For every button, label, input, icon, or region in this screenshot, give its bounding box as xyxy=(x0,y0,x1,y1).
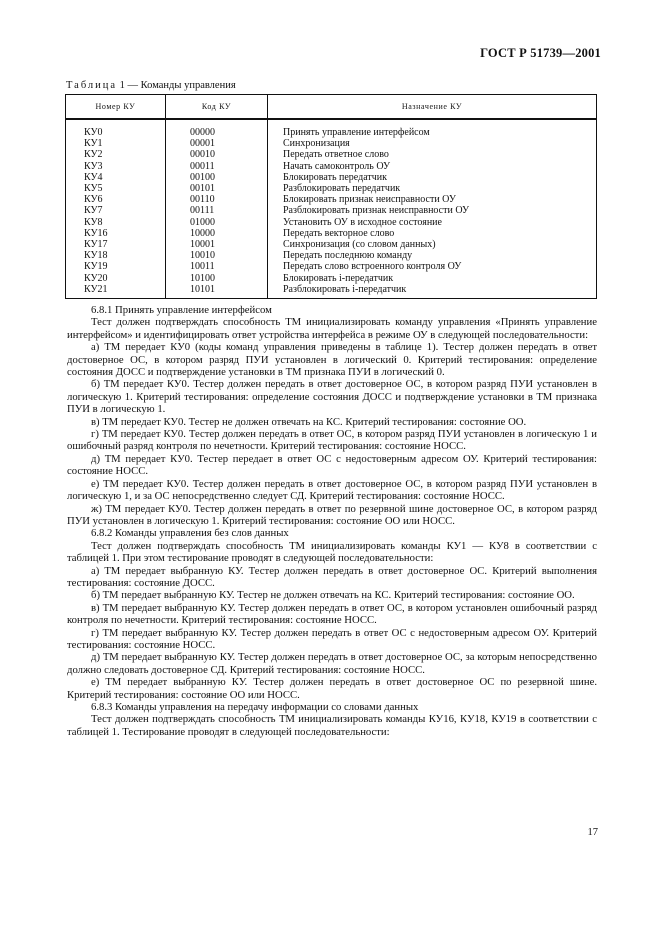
command-purpose-cell: Разблокировать передатчик xyxy=(268,183,597,194)
paragraph: 6.8.1 Принять управление интерфейсом xyxy=(91,304,272,316)
column-header: Назначение КУ xyxy=(268,95,597,120)
command-purpose-cell: Принять управление интерфейсом xyxy=(268,119,597,138)
table-caption xyxy=(66,80,236,91)
table-row xyxy=(66,228,597,239)
table-row xyxy=(66,261,597,272)
command-purpose-cell: Передать слово встроенного контроля ОУ xyxy=(268,261,597,272)
command-purpose-cell: Разблокировать признак неисправности ОУ xyxy=(268,205,597,216)
command-purpose-cell: Передать последнюю команду xyxy=(268,250,597,261)
paragraph: б) ТМ передает КУ0. Тестер должен передать в ответ достоверное ОС, в котором разряд ПУИ установлен в логическую 1. Критерий тестирования: определение состояния ДОСС и подтверждение установки в ТМ признака ПУИ в логическую 1. xyxy=(67,378,597,416)
command-code-cell: 10101 xyxy=(166,284,268,299)
command-purpose-cell: Синхронизация xyxy=(268,138,597,149)
paragraph: г) ТМ передает КУ0. Тестер должен передать в ответ ОС, в котором разряд ПУИ установлен в логическую 1 и ошибочный разряд контроля по нечетности. Критерий тестирования: состояние НОСС. xyxy=(67,428,597,453)
command-code-cell: 10010 xyxy=(166,250,268,261)
table-row xyxy=(66,239,597,250)
command-number-cell: КУ1 xyxy=(66,138,166,149)
paragraph: а) ТМ передает выбранную КУ. Тестер должен передать в ответ достоверное ОС. Критерий выполнения тестирования: состояние ДОСС. xyxy=(67,564,597,589)
command-code-cell: 10100 xyxy=(166,273,268,284)
command-code-cell: 00001 xyxy=(166,138,268,149)
command-code-cell: 10011 xyxy=(166,261,268,272)
paragraph: е) ТМ передает КУ0. Тестер должен передать в ответ достоверное ОС, в котором разряд ПУИ установлен в логическую 1, и за ОС непосредственно следует СД. Критерий тестирования: состояние НОСС. xyxy=(67,477,597,503)
command-purpose-cell: Начать самоконтроль ОУ xyxy=(268,161,597,172)
command-code-cell: 00101 xyxy=(166,183,268,194)
command-purpose-cell: Блокировать передатчик xyxy=(268,172,597,183)
command-code-cell: 00110 xyxy=(166,194,268,205)
command-code-cell: 10001 xyxy=(166,239,268,250)
paragraph: б) ТМ передает выбранную КУ. Тестер не должен отвечать на КС. Критерий тестирования: состояние ОО. xyxy=(91,589,575,602)
command-number-cell: КУ17 xyxy=(66,239,166,250)
command-number-cell: КУ16 xyxy=(66,228,166,239)
command-code-cell: 01000 xyxy=(166,217,268,228)
table-row xyxy=(66,161,597,172)
table-row xyxy=(66,205,597,216)
command-purpose-cell: Синхронизация (со словом данных) xyxy=(268,239,597,250)
paragraph: 6.8.2 Команды управления без слов данных xyxy=(91,527,289,540)
paragraph: Тест должен подтверждать способность ТМ инициализировать команду управления «Принять управление интерфейсом» и идентифицировать ответ устройства интерфейса в режиме ОУ в следующей последовательности: xyxy=(67,316,597,341)
command-code-cell: 00011 xyxy=(166,161,268,172)
command-number-cell: КУ21 xyxy=(66,284,166,299)
table-row xyxy=(66,273,597,284)
paragraph: Тест должен подтверждать способность ТМ инициализировать команды КУ1 — КУ8 в соответствии с таблицей 1. При этом тестирование проводят в следующей последовательности: xyxy=(67,539,597,565)
column-header: Код КУ xyxy=(166,95,268,120)
command-number-cell: КУ7 xyxy=(66,205,166,216)
command-number-cell: КУ3 xyxy=(66,161,166,172)
command-purpose-cell: Блокировать признак неисправности ОУ xyxy=(268,194,597,205)
table-row xyxy=(66,284,597,299)
command-code-cell: 00000 xyxy=(166,119,268,138)
command-purpose-cell: Передать векторное слово xyxy=(268,228,597,239)
paragraph: г) ТМ передает выбранную КУ. Тестер должен передать в ответ ОС с недостоверным адресом ОУ. Критерий тестирования: состояние НОСС. xyxy=(67,626,597,651)
table-header-row xyxy=(66,95,597,120)
command-code-cell: 10000 xyxy=(166,228,268,239)
table-row xyxy=(66,138,597,149)
command-purpose-cell: Передать ответное слово xyxy=(268,149,597,160)
paragraph: в) ТМ передает КУ0. Тестер не должен отвечать на КС. Критерий тестирования: состояние ОО. xyxy=(91,415,527,428)
document-body xyxy=(67,304,597,738)
paragraph: д) ТМ передает КУ0. Тестер передает в ответ ОС с недостоверным адресом ОУ. Критерий тестирования: состояние НОСС. xyxy=(67,452,597,478)
command-code-cell: 00010 xyxy=(166,149,268,160)
document-header: ГОСТ Р 51739—2001 xyxy=(480,46,601,60)
command-number-cell: КУ8 xyxy=(66,217,166,228)
command-number-cell: КУ19 xyxy=(66,261,166,272)
command-number-cell: КУ6 xyxy=(66,194,166,205)
column-header: Номер КУ xyxy=(66,95,166,120)
paragraph: д) ТМ передает выбранную КУ. Тестер должен передать в ответ достоверное ОС, за которым непосредственно должно следовать достоверное СД. Критерий тестирования: состояние НОСС. xyxy=(67,651,597,676)
table-row xyxy=(66,149,597,160)
paragraph: 6.8.3 Команды управления на передачу информации со словами данных xyxy=(91,701,419,713)
table-row xyxy=(66,250,597,261)
paragraph: е) ТМ передает выбранную КУ. Тестер должен передать в ответ достоверное ОС по резервной шине. Критерий тестирования: состояние ОО или НОСС. xyxy=(67,676,597,701)
command-purpose-cell: Блокировать i-передатчик xyxy=(268,273,597,284)
command-code-cell: 00111 xyxy=(166,205,268,216)
table-caption-word: Таблица xyxy=(66,80,118,91)
table-row xyxy=(66,194,597,205)
table-row xyxy=(66,183,597,194)
command-purpose-cell: Разблокировать i-передатчик xyxy=(268,284,597,299)
paragraph: Тест должен подтверждать способность ТМ инициализировать команды КУ16, КУ18, КУ19 в соответствии с таблицей 1. Тестирование проводят в следующей последовательности: xyxy=(67,713,597,738)
page-number: 17 xyxy=(587,827,598,838)
commands-table xyxy=(65,94,597,299)
command-number-cell: КУ18 xyxy=(66,250,166,261)
command-number-cell: КУ5 xyxy=(66,183,166,194)
command-number-cell: КУ4 xyxy=(66,172,166,183)
paragraph: ж) ТМ передает КУ0. Тестер должен передать в ответ по резервной шине достоверное ОС, в котором разряд ПУИ установлен в логическую 1. Критерий тестирования: состояние ОО или НОСС. xyxy=(67,502,597,527)
command-code-cell: 00100 xyxy=(166,172,268,183)
table-caption-text: 1 — Команды управления xyxy=(117,80,236,91)
paragraph: а) ТМ передает КУ0 (коды команд управления приведены в таблице 1). Тестер должен передать в ответ достоверное ОС, в котором разряд ПУИ установлен в логический 0. Критерий тестирования: определение состояния ДОСС и подтверждение установки в ТМ признака ПУИ в логический 0. xyxy=(67,341,597,379)
command-number-cell: КУ0 xyxy=(66,119,166,138)
table-row xyxy=(66,217,597,228)
command-number-cell: КУ20 xyxy=(66,273,166,284)
table-row xyxy=(66,119,597,138)
command-number-cell: КУ2 xyxy=(66,149,166,160)
command-purpose-cell: Установить ОУ в исходное состояние xyxy=(268,217,597,228)
paragraph: в) ТМ передает выбранную КУ. Тестер должен передать в ответ ОС, в котором установлен ошибочный разряд контроля по нечетности. Критерий тестирования: состояние НОСС. xyxy=(67,601,597,627)
table-row xyxy=(66,172,597,183)
